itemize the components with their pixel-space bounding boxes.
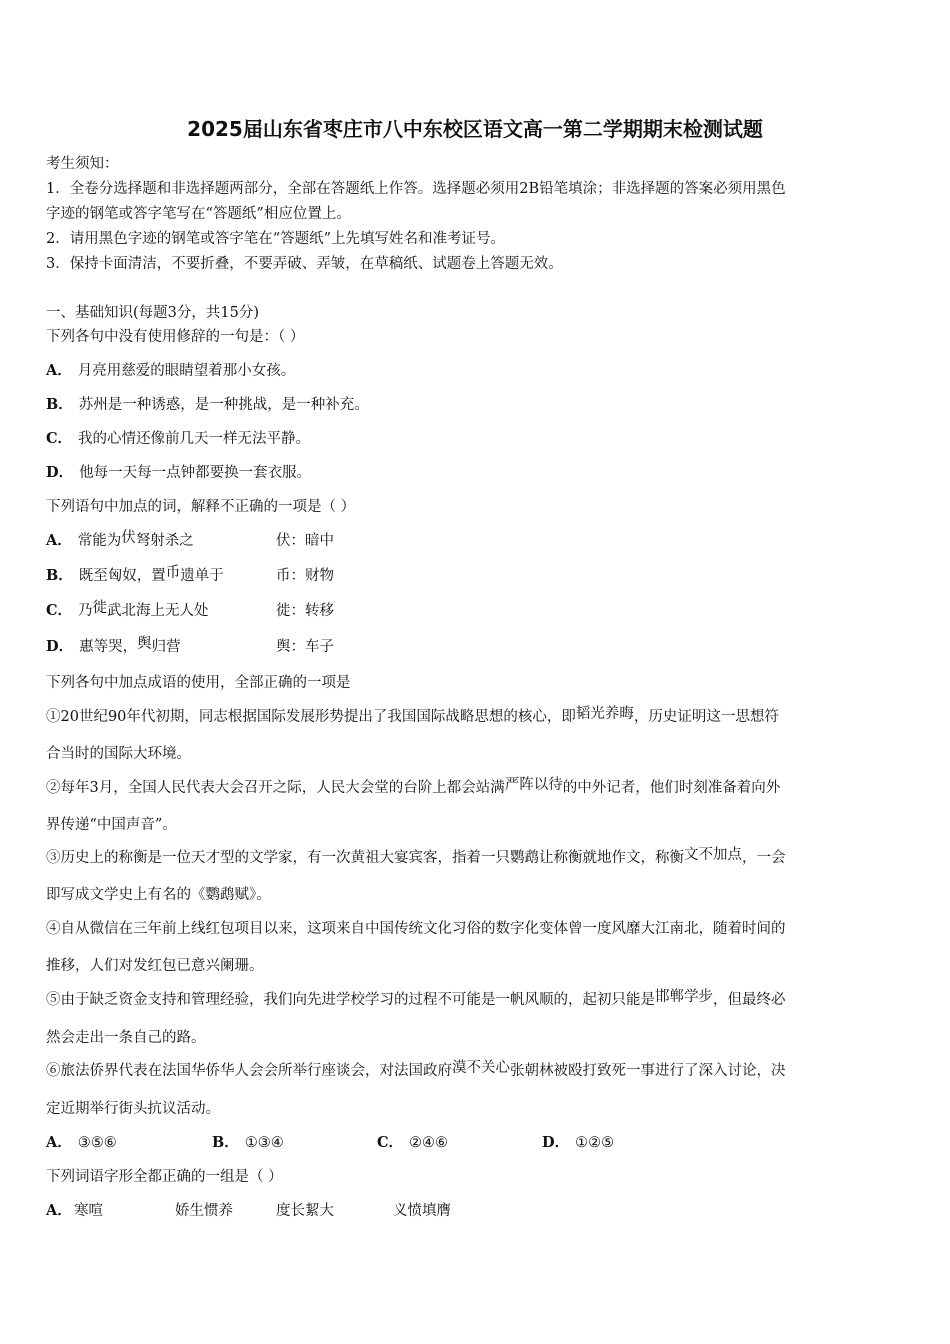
notice-item: 2．请用黑色字迹的钢笔或答字笔在“答题纸”上先填写姓名和准考证号。 [46,231,506,247]
q2-option-a [46,529,194,550]
option-text: ②④⑥ [409,1135,449,1151]
option-label: B． [46,567,73,584]
item-text: ，但最终必 [713,992,786,1008]
dotted-word: 币 [165,565,181,581]
option-label: A． [46,362,72,379]
q1-option-b [46,393,369,414]
q4-word: 寒喧 [74,1203,103,1219]
option-text: 遗单于 [180,568,224,584]
q3-answer-d [542,1131,614,1152]
notice-item: 3．保持卡面清洁，不要折叠，不要弄破、弄皱，在草稿纸、试题卷上答题无效。 [46,256,563,272]
dotted-idiom: 文不加点 [684,847,742,863]
q3-answer-a [46,1131,117,1152]
q3-item-3-line1 [46,846,786,867]
q3-item-1-line1 [46,705,779,726]
dotted-idiom: 严阵以待 [504,777,563,793]
question-4-stem: 下列词语字形全都正确的一组是（ ） [46,1169,283,1185]
dotted-word: 徙 [92,600,108,616]
option-label: B． [212,1134,239,1151]
item-text: ④自从微信在三年前上线红包项目以来，这项来自中国传统文化习俗的数字化变体曾一度风靡大江南北，随着时间的 [46,921,786,937]
q3-item-6-line1 [46,1059,786,1080]
q2-gloss-d: 舆：车子 [276,639,334,655]
q2-gloss-c: 徙：转移 [276,603,334,619]
question-1-stem: 下列各句中没有使用修辞的一句是：（ ） [46,329,305,345]
option-text: ①③④ [244,1135,284,1151]
dotted-idiom: 漠不关心 [452,1060,510,1076]
question-2-stem: 下列语句中加点的词，解释不正确的一项是（ ） [46,499,356,515]
item-text: 的中外记者，他们时刻准备着向外 [562,780,781,796]
q1-option-d [46,461,311,482]
q4-word: 义愤填膺 [393,1203,451,1219]
q4-word: 娇生惯养 [175,1203,233,1219]
option-label: B． [46,396,73,413]
q3-answer-b [212,1131,284,1152]
q2-gloss-a: 伏：暗中 [276,533,334,549]
option-label: D． [542,1134,570,1151]
q3-item-3-line2: 即写成文学史上有名的《鹦鹉赋》。 [46,887,271,903]
item-text: ，一会 [742,850,786,866]
q1-option-a [46,359,295,380]
q3-item-1-line2: 合当时的国际大环境。 [46,746,191,762]
option-label: C． [46,602,73,619]
q3-item-5-line1 [46,988,786,1009]
option-text: ③⑤⑥ [77,1135,117,1151]
option-label: C． [377,1134,404,1151]
option-text: 归营 [151,639,181,655]
q3-item-4-line2: 推移，人们对发红包已意兴阑珊。 [46,958,264,974]
q3-item-4-line1 [46,917,786,938]
notice-heading: 考生须知： [46,156,119,172]
item-text: ③历史上的称衡是一位天才型的文学家，有一次黄祖大宴宾客，指着一只鹦鹉让称衡就地作文，称衡 [46,850,684,866]
dotted-word: 舆 [137,636,152,652]
option-label: A． [46,1202,72,1219]
option-label: A． [46,1134,72,1151]
option-text: 乃 [78,603,93,619]
section-heading: 一、基础知识(每题3分，共15分) [46,305,259,321]
option-text: 我的心情还像前几天一样无法平静。 [78,431,311,447]
option-text: 惠等哭， [79,639,138,655]
option-text: 月亮用慈爱的眼睛望着那小女孩。 [77,363,296,379]
dotted-idiom: 韬光养晦 [575,706,634,722]
item-text: ①20世纪90年代初期，同志根据国际发展形势提出了我国国际战略思想的核心，即 [46,709,576,725]
item-text: ⑥旅法侨界代表在法国华侨华人会会所举行座谈会，对法国政府 [46,1063,452,1079]
option-text: 武北海上无人处 [107,603,209,619]
item-text: ⑤由于缺乏资金支持和管理经验，我们向先进学校学习的过程不可能是一帆风顺的，起初只能是 [46,992,655,1008]
option-text: 他每一天每一点钟都要换一套衣服。 [79,465,312,481]
q3-item-2-line2: 界传递“中国声音”。 [46,817,177,833]
q1-option-c [46,427,310,448]
notice-item: 字迹的钢笔或答字笔写在“答题纸”相应位置上。 [46,206,351,222]
item-text: ，历史证明这一思想符 [633,709,779,725]
q3-item-5-line2: 然会走出一条自己的路。 [46,1030,206,1046]
q2-gloss-b: 币：财物 [276,568,334,584]
option-label: D． [46,464,74,481]
q2-option-d [46,635,181,656]
dotted-word: 伏 [121,530,136,546]
q4-option-a-label [46,1199,78,1220]
q2-option-b [46,564,224,585]
option-label: A． [46,532,72,549]
page-title: 2025届山东省枣庄市八中东校区语文高一第二学期期末检测试题 [187,117,763,141]
item-text: ②每年3月，全国人民代表大会召开之际，人民大会堂的台阶上都会站满 [46,780,505,796]
q3-answer-c [377,1131,448,1152]
option-label: D． [46,638,74,655]
option-text: 常能为 [77,533,122,549]
option-label: C． [46,430,73,447]
q3-item-6-line2: 定近期举行街头抗议活动。 [46,1101,220,1117]
dotted-idiom: 邯郸学步 [655,989,713,1005]
q3-item-2-line1 [46,776,780,797]
q2-option-c [46,599,209,620]
q4-word: 度长絜大 [276,1203,334,1219]
item-text: 张朝林被殴打致死一事进行了深入讨论，决 [510,1063,786,1079]
option-text: 苏州是一种诱惑，是一种挑战，是一种补充。 [78,397,369,413]
option-text: 弩射杀之 [135,533,194,549]
question-3-stem: 下列各句中加点成语的使用，全部正确的一项是 [46,675,351,691]
notice-item: 1．全卷分选择题和非选择题两部分，全部在答题纸上作答。选择题必须用2B铅笔填涂；非选择题的答案必须用黑色 [46,181,786,197]
option-text: 既至匈奴，置 [78,568,166,584]
option-text: ①②⑤ [575,1135,615,1151]
